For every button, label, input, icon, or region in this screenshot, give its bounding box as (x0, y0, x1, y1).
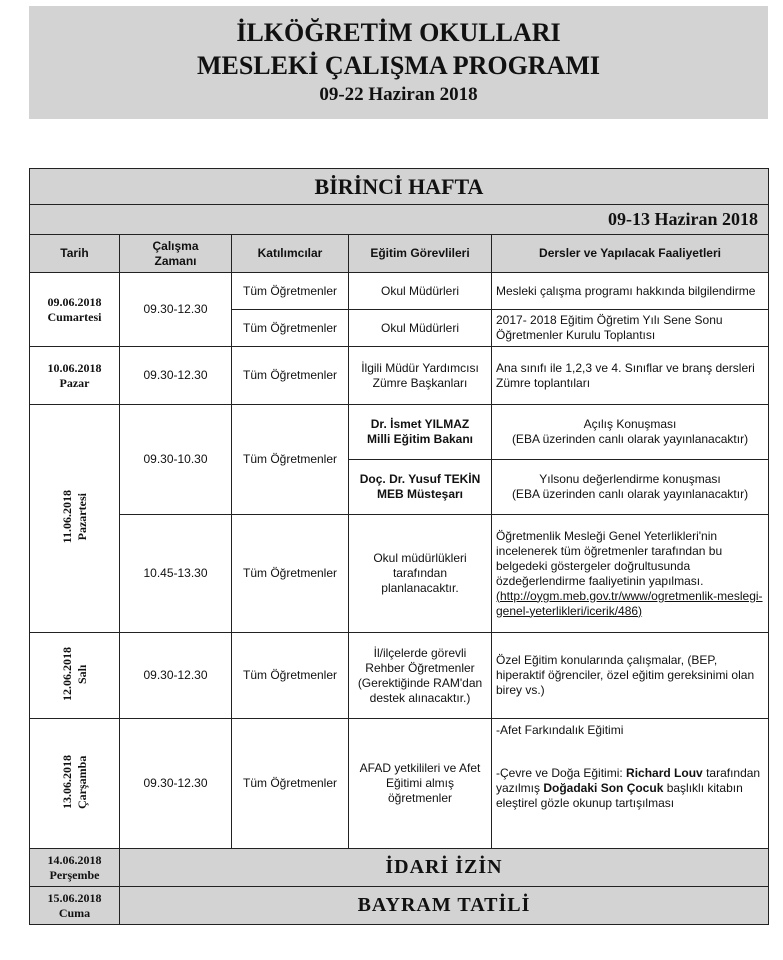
week-title: BİRİNCİ HAFTA (30, 169, 769, 205)
participants-cell: Tüm Öğretmenler (232, 273, 349, 310)
date-cell (30, 347, 120, 405)
staff-title: Milli Eğitim Bakanı (366, 432, 474, 446)
date-vertical-text (60, 647, 90, 701)
activity-item: -Afet Farkındalık Eğitimi (496, 723, 624, 737)
staff-cell (349, 460, 492, 515)
book-title: Doğadaki Son Çocuk (543, 781, 664, 795)
col-header-zaman (120, 235, 232, 273)
table-row (30, 887, 769, 925)
activity-cell: Ana sınıfı ile 1,2,3 ve 4. Sınıflar ve branş dersleri Zümre toplantıları (492, 347, 769, 405)
header-date-range: 09-22 Haziran 2018 (319, 84, 478, 105)
date-cell-vertical (30, 633, 120, 719)
staff-cell: AFAD yetkilileri ve Afet Eğitimi almış öğretmenler (349, 719, 492, 849)
date-cell (30, 273, 120, 347)
holiday-label: İDARİ İZİN (120, 849, 769, 887)
table-row (30, 633, 769, 719)
day-value: Cuma (58, 905, 91, 920)
activity-text: Öğretmenlik Mesleği Genel Yeterlikleri'nin incelenerek tüm öğretmenler tarafından bu belgedeki göstergeler doğrultusunda özdeğerlendirme faaliyetinin yapılması. (496, 528, 723, 588)
activity-cell: Özel Eğitim konularında çalışmalar, (BEP, hiperaktif öğrenciler, özel eğitim gereksinimi olan birey vs.) (492, 633, 769, 719)
activity-cell (492, 460, 769, 515)
table-row (30, 719, 769, 849)
activity-cell (492, 515, 769, 633)
activity-cell: Mesleki çalışma programı hakkında bilgilendirme (492, 273, 769, 310)
week-dates: 09-13 Haziran 2018 (30, 205, 769, 235)
staff-cell: İlgili Müdür Yardımcısı Zümre Başkanları (349, 347, 492, 405)
time-cell: 09.30-12.30 (120, 633, 232, 719)
author-name: Richard Louv (626, 766, 703, 780)
staff-title: MEB Müsteşarı (376, 487, 464, 501)
day-value: Pazartesi (74, 492, 89, 541)
date-cell (30, 849, 120, 887)
activity-cell (492, 719, 769, 849)
header-title-line2: MESLEKİ ÇALIŞMA PROGRAMI (196, 51, 601, 80)
date-value: 11.06.2018 (59, 489, 74, 544)
table-row (30, 849, 769, 887)
date-cell (30, 887, 120, 925)
staff-cell: Okul Müdürleri (349, 273, 492, 310)
participants-cell: Tüm Öğretmenler (232, 405, 349, 515)
day-value: Çarşamba (74, 754, 89, 809)
participants-cell: Tüm Öğretmenler (232, 347, 349, 405)
date-cell-vertical (30, 719, 120, 849)
col-header-gorevliler: Eğitim Görevlileri (349, 235, 492, 273)
day-value: Pazar (59, 375, 90, 390)
activity-item (496, 766, 764, 811)
activity-note: (EBA üzerinden canlı olarak yayınlanacaktır) (511, 487, 749, 501)
reference-link[interactable]: (http://oygm.meb.gov.tr/www/ogretmenlik-meslegi-genel-yeterlikleri/icerik/486) (496, 588, 763, 618)
col-header-tarih: Tarih (30, 235, 120, 273)
participants-cell: Tüm Öğretmenler (232, 633, 349, 719)
time-cell: 10.45-13.30 (120, 515, 232, 633)
activity-main: Açılış Konuşması (583, 417, 677, 431)
program-header (29, 6, 768, 119)
col-header-katilimcilar: Katılımcılar (232, 235, 349, 273)
day-value: Salı (74, 663, 89, 684)
time-cell: 09.30-10.30 (120, 405, 232, 515)
staff-cell (349, 405, 492, 460)
staff-cell: Okul müdürlükleri tarafından planlanacaktır. (349, 515, 492, 633)
table-row (30, 273, 769, 310)
col-header-zaman-line1: Çalışma (152, 238, 199, 253)
participants-cell: Tüm Öğretmenler (232, 515, 349, 633)
staff-name: Dr. İsmet YILMAZ (370, 417, 470, 431)
participants-cell: Tüm Öğretmenler (232, 310, 349, 347)
date-value: 14.06.2018 (47, 852, 102, 867)
activity-text: tarafından yazılmış (496, 766, 761, 795)
date-value: 15.06.2018 (47, 890, 102, 905)
date-value: 13.06.2018 (59, 754, 74, 809)
table-row (30, 347, 769, 405)
date-vertical-text (60, 755, 90, 809)
time-cell: 09.30-12.30 (120, 347, 232, 405)
activity-cell: 2017- 2018 Eğitim Öğretim Yılı Sene Sonu Öğretmenler Kurulu Toplantısı (492, 310, 769, 347)
date-vertical-text (60, 490, 90, 543)
schedule-table (29, 168, 769, 925)
participants-cell: Tüm Öğretmenler (232, 719, 349, 849)
activity-main: Yılsonu değerlendirme konuşması (539, 472, 721, 486)
staff-cell: İl/ilçelerde görevli Rehber Öğretmenler (Gerektiğinde RAM'dan destek alınacaktır.) (349, 633, 492, 719)
day-value: Cumartesi (47, 309, 102, 324)
date-value: 12.06.2018 (59, 646, 74, 701)
activity-text: -Çevre ve Doğa Eğitimi: (496, 766, 627, 780)
date-cell-vertical (30, 405, 120, 633)
date-value: 10.06.2018 (47, 360, 102, 375)
header-title-line1: İLKÖĞRETİM OKULLARI (236, 18, 561, 47)
col-header-faaliyetler: Dersler ve Yapılacak Faaliyetleri (492, 235, 769, 273)
holiday-label: BAYRAM TATİLİ (120, 887, 769, 925)
staff-name: Doç. Dr. Yusuf TEKİN (359, 472, 481, 486)
table-row (30, 405, 769, 460)
date-value: 09.06.2018 (47, 294, 102, 309)
table-header-row (30, 235, 769, 273)
time-cell: 09.30-12.30 (120, 273, 232, 347)
staff-cell: Okul Müdürleri (349, 310, 492, 347)
day-value: Perşembe (49, 867, 100, 882)
col-header-zaman-line2: Zamanı (154, 253, 197, 268)
activity-note: (EBA üzerinden canlı olarak yayınlanacaktır) (511, 432, 749, 446)
activity-cell (492, 405, 769, 460)
table-row (30, 515, 769, 633)
time-cell: 09.30-12.30 (120, 719, 232, 849)
activity-text: başlıklı kitabın eleştirel gözle okunup tartışılması (496, 781, 743, 810)
